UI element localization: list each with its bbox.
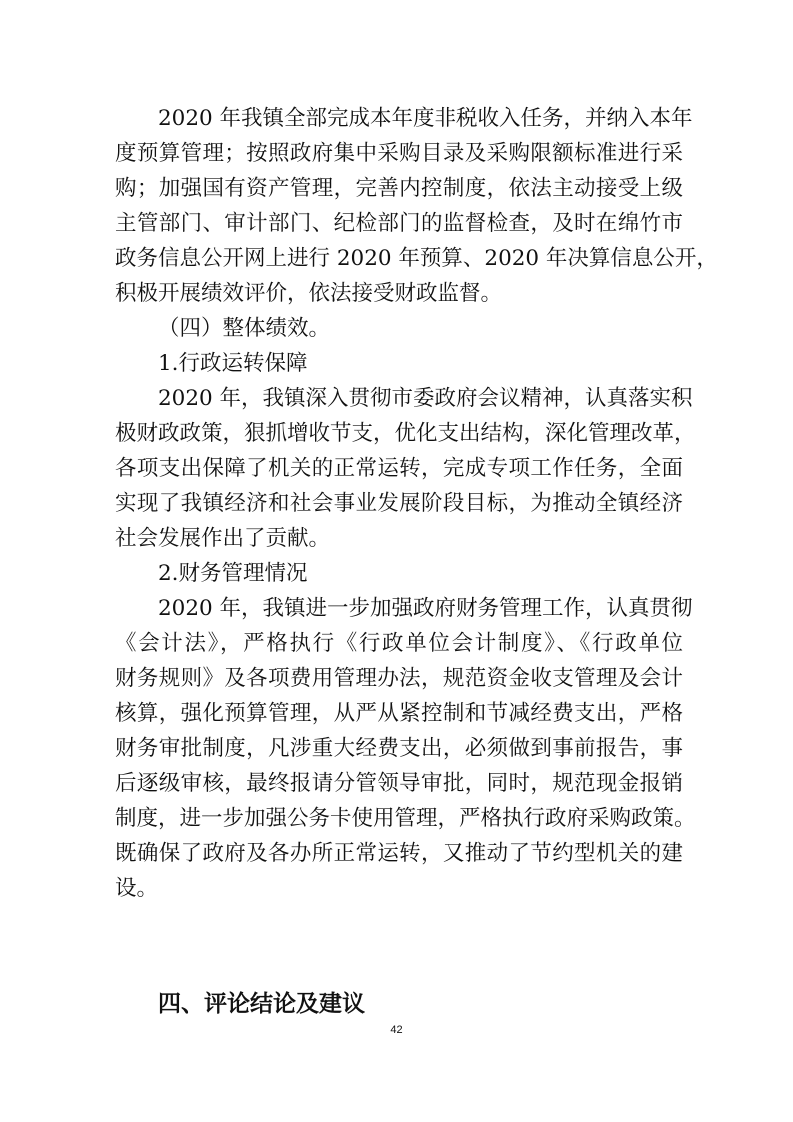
text-line: 制度，进一步加强公务卡使用管理，严格执行政府采购政策。	[115, 806, 696, 831]
text-line: 后逐级审核，最终报请分管领导审批，同时，规范现金报销	[115, 771, 683, 796]
text-line: 设。	[115, 876, 159, 901]
subsection-title: 2.财务管理情况	[158, 561, 308, 586]
page-number: 42	[390, 1024, 403, 1036]
section-title: （四）整体绩效。	[158, 316, 331, 341]
chapter-heading: 四、评论结论及建议	[158, 991, 365, 1017]
text-line: 2020 年，我镇深入贯彻市委政府会议精神，认真落实积	[158, 386, 693, 411]
text-line: 2020 年我镇全部完成本年度非税收入任务，并纳入本年	[158, 106, 693, 131]
text-line: 财务规则》及各项费用管理办法，规范资金收支管理及会计	[115, 666, 683, 691]
text-line: 《会计法》，严格执行《行政单位会计制度》、《行政单位	[115, 631, 683, 656]
text-line: 政务信息公开网上进行 2020 年预算、2020 年决算信息公开，	[115, 246, 718, 271]
text-line: 购；加强国有资产管理，完善内控制度，依法主动接受上级	[115, 176, 683, 201]
text-line: 既确保了政府及各办所正常运转，又推动了节约型机关的建	[115, 841, 683, 866]
text-line: 社会发展作出了贡献。	[115, 526, 331, 551]
text-line: 实现了我镇经济和社会事业发展阶段目标，为推动全镇经济	[115, 491, 683, 516]
text-line: 核算，强化预算管理，从严从紧控制和节减经费支出，严格	[115, 701, 683, 726]
text-line: 积极开展绩效评价，依法接受财政监督。	[115, 281, 503, 306]
text-line: 财务审批制度，凡涉重大经费支出，必须做到事前报告，事	[115, 736, 683, 761]
text-line: 2020 年，我镇进一步加强政府财务管理工作，认真贯彻	[158, 596, 693, 621]
text-line: 极财政政策，狠抓增收节支，优化支出结构，深化管理改革，	[115, 421, 696, 446]
text-line: 各项支出保障了机关的正常运转，完成专项工作任务，全面	[115, 456, 683, 481]
text-line: 主管部门、审计部门、纪检部门的监督检查，及时在绵竹市	[115, 211, 683, 236]
text-line: 度预算管理；按照政府集中采购目录及采购限额标准进行采	[115, 141, 683, 166]
subsection-title: 1.行政运转保障	[158, 351, 308, 376]
